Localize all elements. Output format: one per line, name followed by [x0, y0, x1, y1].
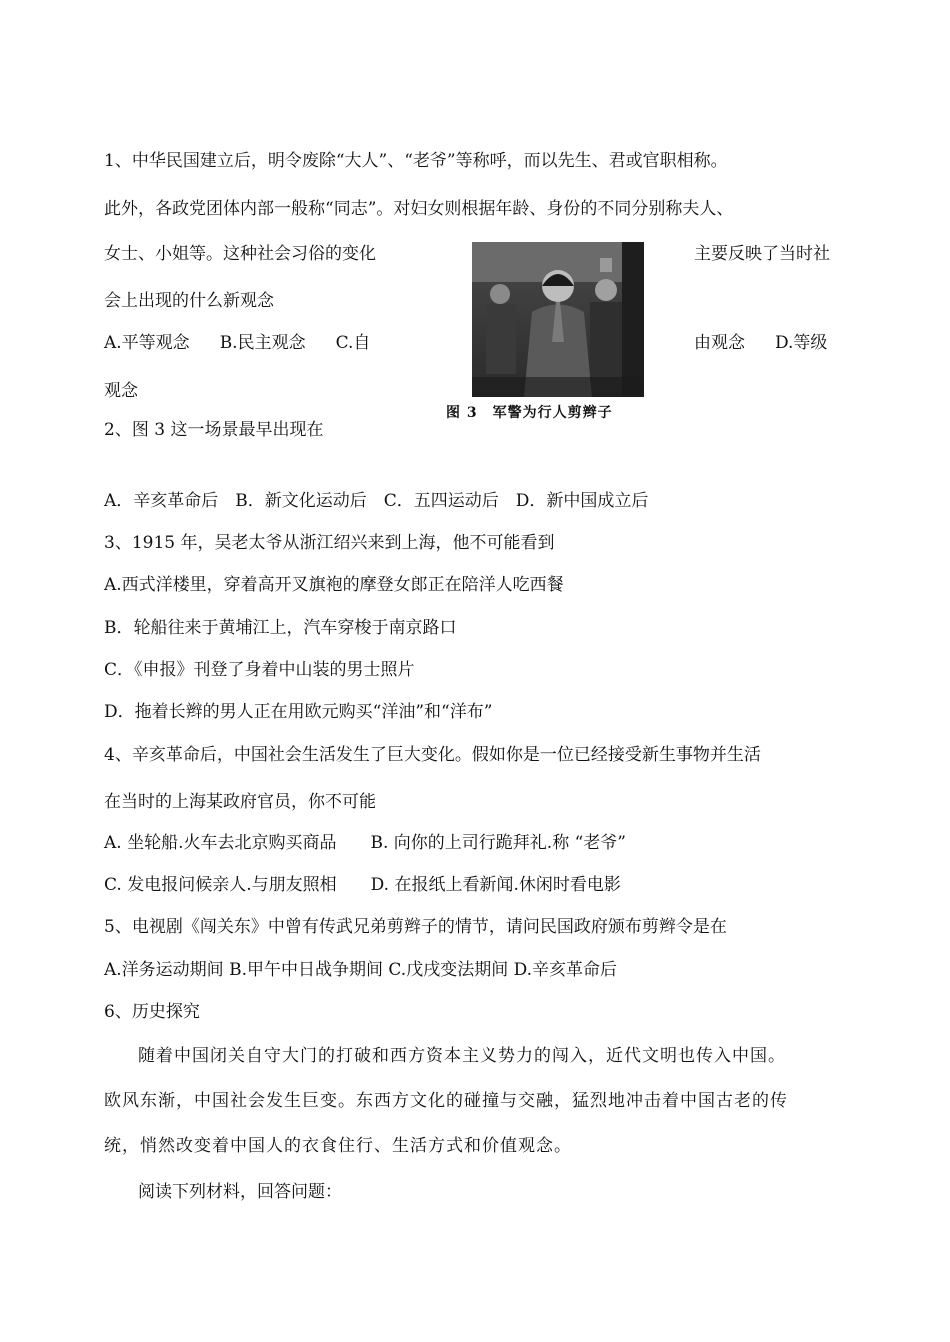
q4-options-ab: A. 坐轮船.火车去北京购买商品 B. 向你的上司行跪拜礼.称 “老爷”	[104, 833, 626, 853]
q2-stem: 2、图 3 这一场景最早出现在	[104, 420, 324, 440]
q1-line-3-right: 主要反映了当时社	[694, 244, 830, 264]
q1-option-d-continued: 观念	[104, 381, 138, 401]
q6-paragraph-1-line-3: 统，悄然改变着中国人的衣食住行、生活方式和价值观念。	[104, 1136, 572, 1156]
q4-line-2: 在当时的上海某政府官员，你不可能	[104, 792, 376, 812]
q1-option-d: D.等级	[775, 333, 828, 353]
q1-option-c-right: 由观念	[694, 333, 745, 353]
q3-option-c: C．《申报》刊登了身着中山装的男士照片	[104, 660, 415, 680]
q4-options-cd: C. 发电报问候亲人.与朋友照相 D. 在报纸上看新闻.休闲时看电影	[104, 875, 621, 895]
q1-line-2: 此外，各政党团体内部一般称“同志”。对妇女则根据年龄、身份的不同分别称夫人、	[104, 199, 734, 219]
figure-3-caption: 图 3 军警为行人剪辫子	[446, 405, 613, 421]
figure-3-photo	[472, 242, 644, 397]
q6-title: 6、历史探究	[104, 1002, 200, 1022]
q3-option-d: D．拖着长辫的男人正在用欧元购买“洋油”和“洋布”	[104, 702, 493, 722]
q1-option-c-left: C.自	[335, 333, 371, 353]
q6-paragraph-2: 阅读下列材料，回答问题：	[138, 1182, 342, 1202]
q1-line-4: 会上出现的什么新观念	[104, 291, 274, 311]
q3-option-a: A.西式洋楼里，穿着高开叉旗袍的摩登女郎正在陪洋人吃西餐	[104, 575, 564, 595]
q3-stem: 3、1915 年，吴老太爷从浙江绍兴来到上海，他不可能看到	[104, 533, 555, 553]
q6-paragraph-1-line-2: 欧风东渐，中国社会发生巨变。东西方文化的碰撞与交融，猛烈地冲击着中国古老的传	[104, 1091, 788, 1111]
q2-options: A．辛亥革命后 B．新文化运动后 C．五四运动后 D．新中国成立后	[104, 491, 649, 511]
q1-line-3-left: 女士、小姐等。这种社会习俗的变化	[104, 244, 376, 264]
q5-stem: 5、电视剧《闯关东》中曾有传武兄弟剪辫子的情节，请问民国政府颁布剪辫令是在	[104, 917, 727, 937]
q1-line-1: 1、中华民国建立后，明令废除“大人”、“老爷”等称呼，而以先生、君或官职相称。	[104, 151, 728, 171]
q3-option-b: B．轮船往来于黄埔江上，汽车穿梭于南京路口	[104, 618, 457, 638]
q1-options-left	[104, 332, 370, 354]
q1-option-a: A.平等观念	[104, 333, 190, 353]
q5-options: A.洋务运动期间 B.甲午中日战争期间 C.戊戌变法期间 D.辛亥革命后	[104, 960, 618, 980]
q6-paragraph-1-line-1: 随着中国闭关自守大门的打破和西方资本主义势力的闯入，近代文明也传入中国。	[138, 1046, 786, 1066]
q1-options-right	[694, 332, 827, 354]
q4-line-1: 4、辛亥革命后，中国社会生活发生了巨大变化。假如你是一位已经接受新生事物并生活	[104, 745, 761, 765]
q1-option-b: B.民主观念	[219, 333, 306, 353]
